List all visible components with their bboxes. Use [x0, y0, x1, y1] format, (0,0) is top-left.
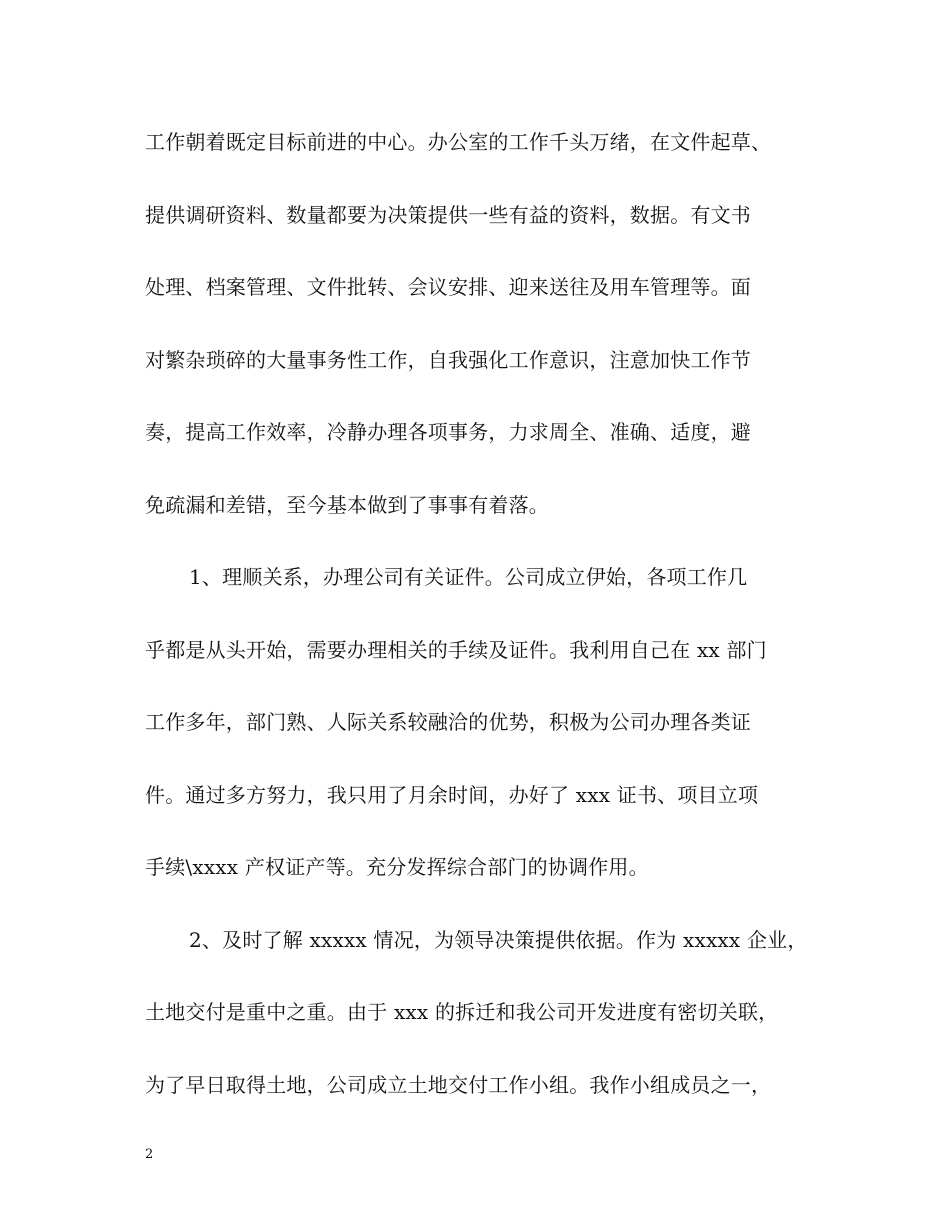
text-line: 对繁杂琐碎的大量事务性工作，自我强化工作意识，注意加快工作节	[145, 347, 751, 372]
text-line: 处理、档案管理、文件批转、会议安排、迎来送往及用车管理等。面	[145, 275, 751, 299]
text-line: 工作多年，部门熟、人际关系较融洽的优势，积极为公司办理各类证	[145, 710, 751, 734]
body-text	[145, 122, 835, 1137]
text-line: 免疏漏和差错，至今基本做到了事事有着落。	[145, 492, 549, 517]
text-line: 手续\xxxx 产权证产等。充分发挥综合部门的协调作用。	[145, 855, 649, 879]
text-line: 乎都是从头开始，需要办理相关的手续及证件。我利用自己在 xx 部门	[145, 637, 767, 662]
text-line: 件。通过多方努力，我只用了月余时间，办好了 xxx 证书、项目立项	[145, 782, 759, 807]
paragraph-1-start: 1、理顺关系，办理公司有关证件。公司成立伊始，各项工作几	[189, 565, 748, 589]
page-number: 2	[145, 1147, 154, 1162]
text-line: 奏，提高工作效率，冷静办理各项事务，力求周全、准确、适度，避	[145, 420, 751, 444]
paragraph-2-start: 2、及时了解 xxxxx 情况，为领导决策提供依据。作为 xxxxx 企业，	[189, 927, 808, 952]
text-line: 为了早日取得土地，公司成立土地交付工作小组。我作小组成员之一，	[145, 1072, 772, 1097]
text-line: 土地交付是重中之重。由于 xxx 的拆迁和我公司开发进度有密切关联，	[145, 1000, 779, 1024]
text-line: 工作朝着既定目标前进的中心。办公室的工作千头万绪，在文件起草、	[145, 130, 772, 154]
text-line: 提供调研资料、数量都要为决策提供一些有益的资料，数据。有文书	[145, 202, 751, 227]
